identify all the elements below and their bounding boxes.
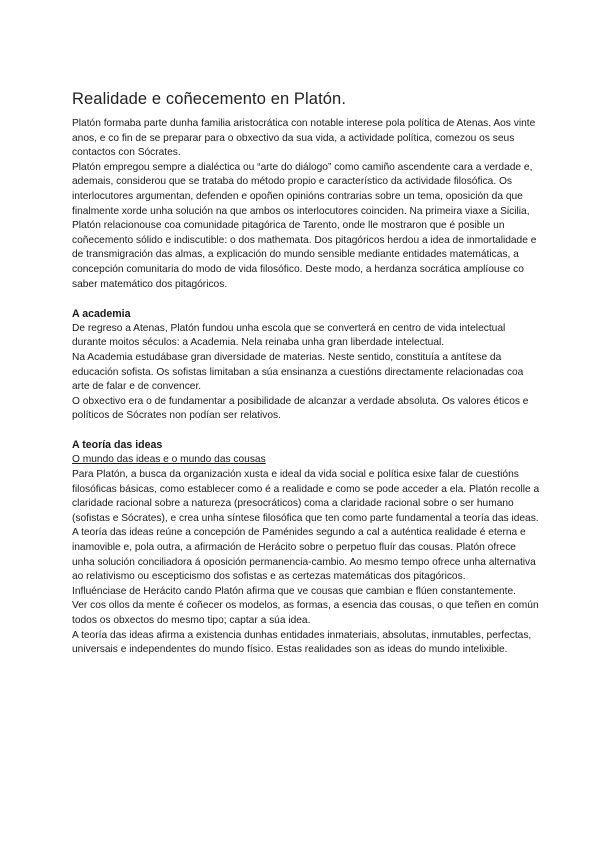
intro-paragraph-1: Platón formaba parte dunha familia aristocrática con notable interese pola política de Atenas. Aos vinte anos, e co fin de se preparar para o obxectivo da sua vida, a actividade política, comezou os seus contactos con Sócrates.	[72, 118, 536, 159]
teoria-paragraph-4: Ver cos ollos da mente é coñecer os modelos, as formas, a esencia das cousas, o que teñen en común todos os obxectos do mesmo tipo; captar a súa idea.	[72, 600, 539, 626]
teoria-paragraph-3: Influénciase de Herácito cando Platón afirma que ve cousas que cambian e flúen constantemente.	[72, 585, 516, 597]
section-heading-teoria: A teoría das ideas	[72, 439, 163, 452]
page-title: Realidade e coñecemento en Platón.	[72, 90, 347, 108]
teoria-paragraph-2: A teoría das ideas reúne a concepción de Paménides segundo a cal a auténtica realidade é eterna e inamovible e, pola outra, a afirmación de Herácito sobre o perpetuo fluír das cousas. Platón ofrece unha solución conciliadora á oposición permanencia-cambio. Ao mesmo tempo ofrece unha alternativa ao relativismo ou escepticismo dos sofistas e as certezas matemáticas dos pitagóricos.	[72, 527, 536, 583]
academia-paragraph-1: De regreso a Atenas, Platón fundou unha escola que se converterá en centro de vida intelectual durante moitos séculos: a Academia. Nela reinaba unha gran liberdade intelectual.	[72, 322, 506, 349]
academia-paragraph-2: Na Academia estudábase gran diversidade de materias. Neste sentido, constituía a antítese da educación sofista. Os sofistas limitaban a súa ensinanza a cuestións directamente relacionadas coa arte de falar e de convencer.	[72, 351, 524, 393]
spacer	[72, 292, 540, 307]
academia-paragraph-3: O obxectivo era o de fundamentar a posibilidade de alcanzar a verdade absoluta. Os valores éticos e políticos de Sócrates non podían ser relativos.	[72, 395, 529, 422]
teoria-paragraph-5: A teoría das ideas afirma a existencia dunhas entidades inmateriais, absolutas, inmutables, perfectas, universais e independentes do mundo físico. Estas realidades son as ideas do mundo intelixible.	[72, 629, 532, 656]
teoria-paragraph-1: Para Platón, a busca da organización xusta e ideal da vida social e política esixe falar de cuestións filosóficas básicas, como establecer como é a realidade e como se pode acceder a ela. Platón recolle a claridade racional sobre a natureza (presocráticos) coma a claridade racional sobre o ser humano (sofistas e Sócrates), e crea unha síntese filosófica que ten como parte fundamental a teoría das ideas.	[72, 469, 540, 524]
intro-paragraph-2: Platón empregou sempre a dialéctica ou “arte do diálogo” como camiño ascendente cara a verdade e, ademais, considerou que se trataba do método propio e característico da actividade filosófica. Os interlocutores argumentan, defenden e opoñen opinións contrarias sobre un tema, oposición da que finalmente xorde unha solución na que ambos os interlocutores coinciden. Na primeira viaxe a Sicilia, Platón relacionouse coa comunidade pitagórica de Tarento, onde lle mostraron que é posible un coñecemento sólido e indiscutible: o dos mathemata. Dos pitagóricos herdou a idea de inmortalidade e de transmigración das almas, a explicación do mundo sensible mediante entidades matemáticas, a concepción comunitaria do modo de vida filosófico. Deste modo, a herdanza socrática amplíouse co saber matemático dos pitagóricos.	[72, 161, 537, 290]
spacer	[72, 424, 540, 439]
section-subheading: O mundo das ideas e o mundo das cousas	[72, 454, 266, 466]
section-heading-academia: A academia	[72, 307, 131, 320]
